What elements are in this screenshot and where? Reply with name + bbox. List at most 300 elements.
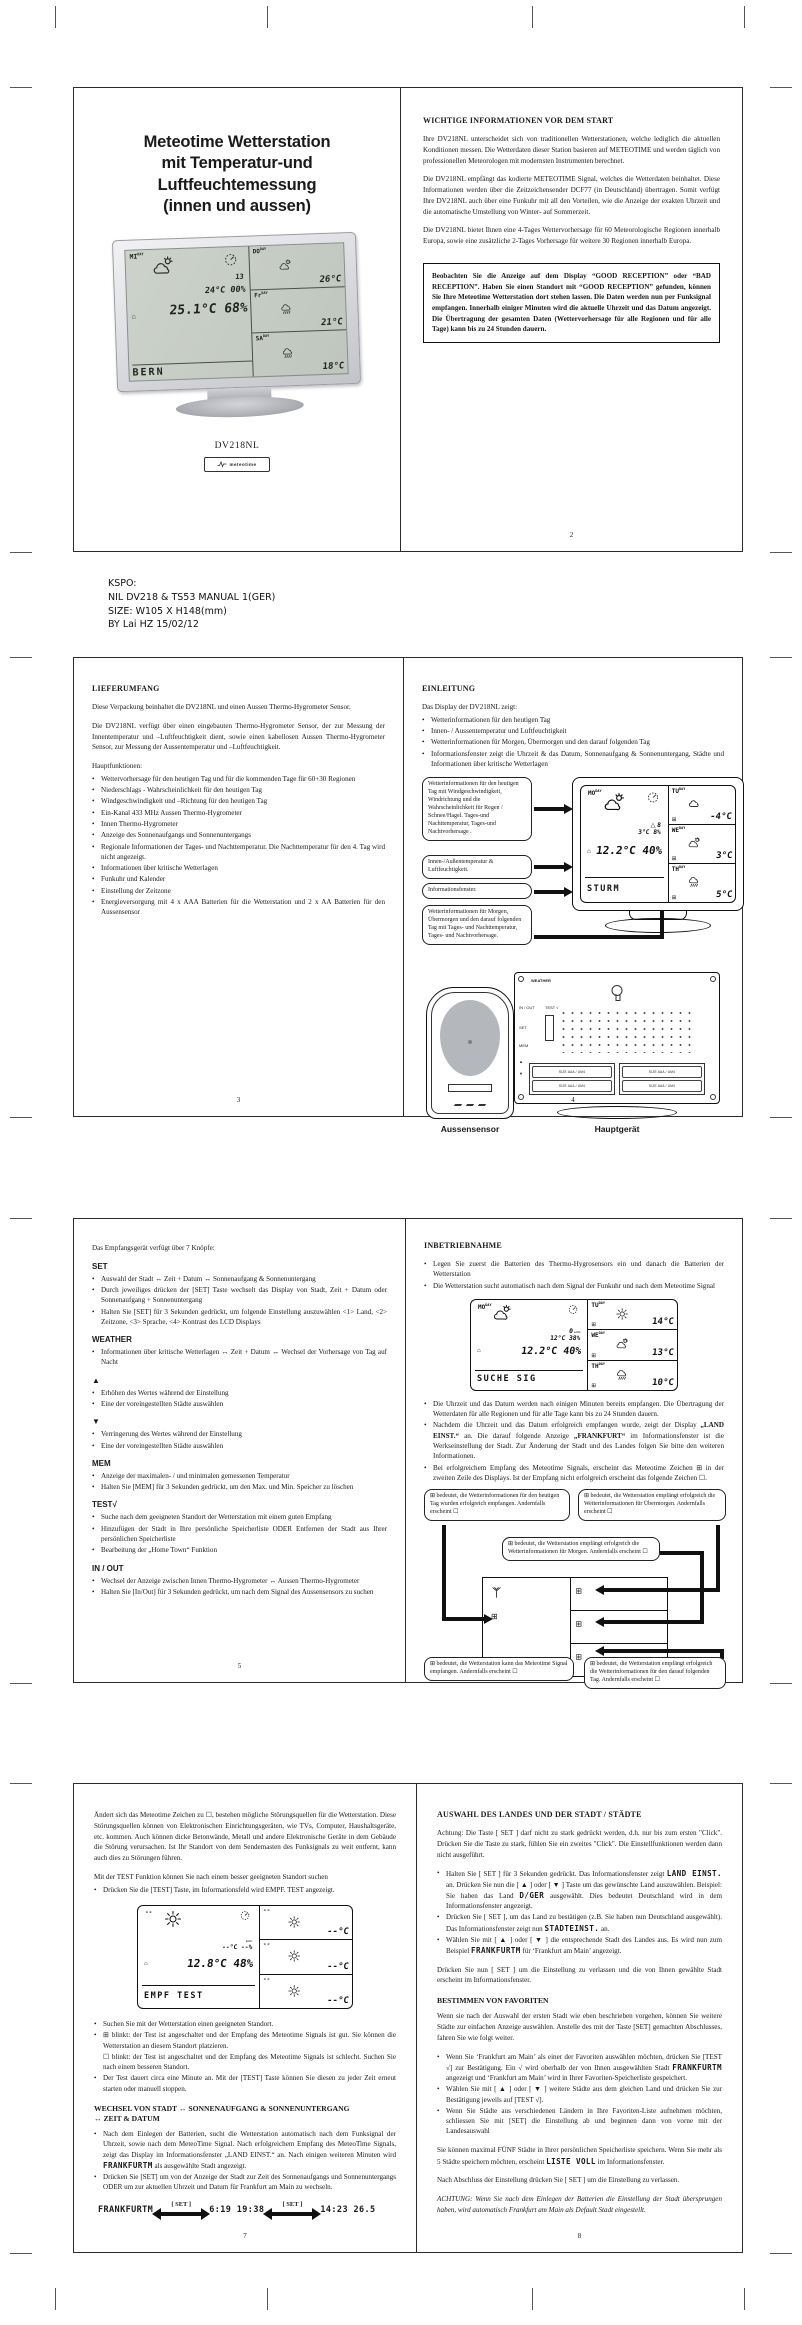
weather-button-label: WEATHER (531, 978, 551, 984)
text-segment: LAND EINST. (666, 1869, 723, 1879)
device-lcd (124, 242, 348, 382)
day-suffix: DAY (595, 789, 602, 794)
forecast-row (249, 243, 344, 290)
forecast-temp: --°C (326, 1995, 350, 2006)
crop-mark (10, 657, 32, 658)
paragraph: Die DV218NL empfängt das kodierte METEOTIME Signal, welches die Wetterdaten beinhaltet. Diese Informationen werden über die Zeitzeichensender DCF77 (in Deutschland) übertragen. Somit verfügt Ihre DV218NL auch über eine Funkuhr mit all den Vorteilen, wie die Anzeige der exakten Uhrzeit und die automatische Umstellung von Winter- auf Sommerzeit. (423, 175, 720, 216)
title-line: mit Temperatur-und (161, 154, 313, 173)
down-button-label: ▼ (519, 1071, 523, 1077)
rain-icon (279, 302, 295, 316)
crop-mark (267, 6, 268, 28)
lcd-day: -- (145, 1908, 153, 1916)
list-item: • Die Uhrzeit und das Datum werden nach einigen Minuten bereits empfangen. Die Übertragung der Wetterdaten für alle Regionen und für alle Tage kann bis zu 24 Stunden dauern. (424, 1399, 724, 1419)
rain-icon (686, 876, 702, 889)
paragraph: Die DV218NL verfügt über einen eingebauten Thermo-Hygrometer Sensor, der zur Messung der Innentemperatur und –Luftfeuchtigkeit dient, sowie einen kabellosen Aussen Thermo-Hygrometer Sensor, zur Messung der Aussentemperatur und –Luftfeuchtigkeit. (92, 721, 385, 752)
paragraph (437, 2145, 722, 2168)
wind-gauge-icon (565, 1303, 581, 1316)
forecast-day: SA (255, 335, 264, 343)
paragraph: Ändert sich das Meteotime Zeichen zu ☐, bestehen mögliche Störungsquellen für die Wetterstation. Diese Störungsquellen können von Elektronischen Einrichtungsgeräten, wie TVs, Computer, Haushaltsgeräte, etc. kommen. Auch können dicke Betonwände, Metall und andere Elektronische Geräte in dem Gebäude die Störung verursachen. Ist Ihr Standort von dem Sendemasten des Funksignals zu weit entfernt, kann auch dies zu Störungen führen. (94, 1811, 396, 1863)
page-1-cover (74, 88, 401, 551)
crop-mark (770, 552, 792, 553)
list-item: • Halten Sie [ SET ] für 3 Sekunden gedrückt. Das Informationsfenster zeigt LAND EINST. an. Drücken Sie nun die [ ▲ ] oder [ ▼ ] Taste um das gewünschte Land auszuwählen. Beispiel: Sie haben das Land D/GER ausgewählt. Dies bedeutet Deutschland wird in dem Informationsfenster angezeigt. (437, 1869, 723, 1911)
received-checkbox-icon: ⊞ (591, 1322, 597, 1329)
paragraph: Das Display der DV218NL zeigt: (422, 703, 518, 711)
test-label: TEST √ (545, 1005, 559, 1011)
info-window-text: STURM (585, 877, 664, 901)
forecast-temp: -4°C (709, 812, 733, 823)
paragraph: Die DV218NL bietet Ihnen eine 4-Tages Wettervorhersage für 60 Meteorologische Regionen innerhalb Europa, sowie eine zusätzliche 2-Tages Vorhersage für weitere 30 Regionen innerhalb Europa. (423, 226, 720, 246)
indoor-temp-humidity: 25.1°C 68% (168, 300, 249, 319)
list-item: • Auswahl der Stadt ↔ Zeit + Datum ↔ Sonnenaufgang & Sonnenuntergang (92, 1274, 316, 1283)
received-checkbox-icon: ⊞ (671, 817, 677, 824)
page-number: 7 (243, 2232, 247, 2240)
sun-icon (286, 1915, 302, 1928)
sheet-row-4 (73, 1783, 743, 2253)
list-item: • Der Test dauert circa eine Minute an. Mit der [TEST] Taste können Sie diesen zu jeder Zeit erneut starten oder manuell stoppen. (94, 2074, 396, 2093)
callout-arrow (534, 890, 566, 894)
sun-icon (614, 1307, 630, 1320)
sheet-row-2 (73, 657, 743, 1135)
text-segment: Drücken Sie [ SET ], um das Land zu bestätigen (z.B. Sie haben nun Deutschland ausgewählt). Das Informationsfenster zeigt nun (446, 1913, 722, 1933)
forecast-row (253, 330, 348, 376)
list-item: • Einstellung der Zeitzone (92, 886, 171, 895)
set-button-label: SET (519, 1025, 527, 1031)
cloud-icon (686, 798, 702, 811)
lcd-day: MO (588, 790, 596, 798)
battery-size-label: SIZE AAA / UM4 (558, 1084, 586, 1089)
list-item: • Drücken Sie [SET] um von der Anzeige der Stadt zur Zeit des Sonnenaufgangs und Sonnenuntergangs ODER um zur aktuellen Uhrzeit und Datum für Frankfurt am Main zu wechseln. (94, 2173, 396, 2192)
received-checkbox-icon: ⊞ (591, 1352, 597, 1359)
connector (442, 1525, 446, 1621)
forecast-row: -- --°C (260, 1940, 352, 1974)
sun-icon (286, 1984, 302, 1997)
crop-mark (770, 657, 792, 658)
received-checkbox-icon: ⊞ (591, 1382, 597, 1389)
list-item: • Wenn Sie Städte aus verschiedenen Ländern in Ihre Favoriten-Liste aufnehmen möchten, schliessen Sie mit [SET] die Einstellung ab und beginnen dann von vorne mit der Landesauswahl (437, 2106, 722, 2136)
received-checkbox-icon: ⊞ (671, 856, 677, 863)
list-item: • Halten Sie [SET] für 3 Sekunden gedrückt, um folgende Einstellung auszuwählen <1> Land, <2> Zeitzone, <3> Sprache, <4> Kontrast des LCD Displays (92, 1307, 387, 1326)
forecast-day: Fr (254, 291, 262, 299)
page3-heading: LIEFERUMFANG (92, 684, 160, 693)
crop-mark (10, 1117, 32, 1118)
page-number: 2 (569, 531, 574, 539)
list-item: • Wettervorhersage für den heutigen Tag und für die kommenden Tage für 60+30 Regionen (92, 774, 356, 783)
list-item: • Wenn Sie ‘Frankfurt am Main’ als einer der Favoriten auswählen möchten, drücken Sie [TEST √] zur Bestätigung. Ein √ wird oberhalb der von Ihnen ausgewählten Stadt FRANKFURTM angezeigt und ‘Frankfurt am Main’ wird in Ihrer Favoriten-Speicherliste gespeichert. (437, 2052, 722, 2083)
big-temp-value: 12.2°C 40% (594, 844, 663, 858)
list-item: • Windgeschwindigkeit und –Richtung für den heutigen Tag (92, 797, 268, 806)
text-segment: STADTEINST. (544, 1923, 600, 1933)
city-name-display: BERN (132, 360, 253, 378)
text-segment: Sie können maximal FÜNF Städte in Ihrer persönlichen Speicherliste speichern. Wenn Sie mehr als 5 Städte speichern möchten, erscheint (437, 2145, 722, 2166)
day-suffix: DAY (261, 290, 268, 295)
signal-callout-diagram (424, 1489, 724, 1689)
callout-arrow (534, 807, 566, 811)
crop-mark (267, 2288, 268, 2310)
buttons-intro: Das Empfangsgerät verfügt über 7 Knöpfe: (92, 1244, 215, 1252)
crop-mark (10, 1783, 32, 1784)
sheet-row-3 (73, 1218, 743, 1683)
page6-heading: INBETRIEBNAHME (424, 1241, 502, 1250)
text-segment: FRANKFURTM (672, 2062, 722, 2072)
device-frame (112, 232, 361, 392)
list-item: • Funkuhr und Kalender (92, 875, 166, 884)
text-segment: Wenn Sie ‘Frankfurt am Main’ als einer der Favoriten auswählen möchten, drücken Sie [TEST √] zur Bestätigung. Ein √ wird oberhalb der von Ihnen ausgewählten Stadt (446, 2052, 722, 2072)
page-6 (406, 1219, 742, 1682)
text-segment: Nach dem Einlegen der Batterien, sucht die Wetterstation automatisch nach dem Funksignal der Uhrzeit, sowie nach dem MeteoTime Signal. Nach erfolgreichem Empfang des MeteoTime Signals, zeigt das Display im Informationsfenster „LAND EINST.“ an. Nach einigen weiteren Minuten wird (103, 2129, 396, 2159)
list-item: • Energieversorgung mit 4 x AAA Batterien für die Wetterstation und 2 x AA Batterien für den Aussensensor (92, 898, 385, 917)
battery-size-label: SIZE AAA / UM4 (558, 1070, 586, 1075)
wind-gauge-icon (644, 790, 662, 805)
text-segment: Wählen Sie mit [ ▲ ] oder [ ▼ ] die entsprechende Stadt des Landes aus. Es wird nun zum Beispiel (446, 1936, 722, 1956)
crop-mark (10, 552, 32, 553)
wind-value: 8 (656, 821, 662, 829)
button-name-up: ▲ (92, 1375, 100, 1385)
proof-line: NIL DV218 & TS53 MANUAL 1(GER) (108, 591, 276, 603)
crop-mark (770, 1783, 792, 1784)
lcd-day-suffix: DAY (137, 251, 144, 257)
list-item: • Drücken Sie [ SET ], um das Land zu bestätigen (z.B. Sie haben nun Deutschland ausgewählt). Das Informationsfenster zeigt nun STADTEINST. an. (437, 1913, 722, 1933)
forecast-row (251, 287, 346, 334)
sensor-vents (455, 1104, 486, 1106)
text-segment: als ausgewählte Stadt angezeigt. (152, 2161, 247, 2170)
wind-value: 13 (234, 272, 244, 281)
text-segment: LISTE VOLL (546, 2156, 596, 2166)
forecast-temp: 10°C (651, 1377, 675, 1388)
meteotime-logo (204, 457, 270, 472)
crop-mark (744, 6, 745, 28)
paragraph: Drücken Sie nun [ SET ] um die Einstellung zu verlassen und die von Ihnen gewählte Stadt erscheint im Informationsfenster. (437, 1965, 722, 1985)
title-line: (innen und aussen) (163, 197, 311, 216)
forecast-temp: 26°C (319, 273, 342, 285)
day-suffix: DAY (259, 246, 267, 251)
crop-mark (10, 1218, 32, 1219)
list-item: • ⊞ blinkt: der Test ist angeschaltet und der Empfang des Meteotime Signals ist gut. Sie können die Wetterstation an diesem Standort platzieren. (94, 2031, 396, 2050)
crop-mark (532, 6, 533, 28)
wind-gauge-icon (237, 1909, 253, 1922)
crop-mark (770, 87, 792, 88)
favorites-heading: BESTIMMEN VON FAVORITEN (437, 1996, 549, 2006)
speaker-holes (559, 1009, 691, 1053)
day-checkbox: ⊞ (575, 1652, 583, 1662)
lcd-forecast-column (249, 243, 347, 376)
title-line: Meteotime Wetterstation (143, 133, 331, 151)
battery-compartment (619, 1063, 705, 1095)
callout-following-day: ⊞ bedeutet, die Wetterstation empfängt erfolgreich die Wetterinformationen für den darauf folgenden Tag. Andernfalls erscheint ☐ (584, 1657, 726, 1689)
indoor-icon: ⌂ (144, 1960, 148, 1967)
list-item: • Ein-Kanal 433 MHz Aussen Thermo-Hygrometer (92, 808, 242, 817)
battery-size-label: SIZE AAA / UM4 (648, 1070, 676, 1075)
lcd-sunrise-sunset: 6:19 19:38 (209, 2205, 265, 2216)
paragraph: Ihre DV218NL unterscheidet sich von traditionellen Wetterstationen, welche lediglich die aktuellen Konditionen messen. Die Wetterdaten dieser Station basieren auf METEOTIME und werden täglich von professionellen Meteorologen mit modernsten Instrumenten berechnet. (423, 135, 720, 165)
text-segment: im Informationsfenster. (595, 2157, 665, 2166)
page-number: 8 (577, 2232, 582, 2240)
page-8 (417, 1784, 742, 2252)
stand-base (605, 918, 711, 933)
paragraph: Achtung: Die Taste [ SET ] darf nicht zu stark gedrückt werden, d.h. nur bis zum ersten "Click". Drücken Sie die Taste zu stark, fühlen Sie ein zweites "Click". Die Einstellfunktionen werden dann nicht ausgeführt. (437, 1829, 722, 1859)
list-item: • Bei erfolgreichem Empfang des Meteotime Signals, erscheint das Meteotime Zeichen ⊞ in der zweiten Zeile des Displays. Ist der Empfang nicht erfolgreich erscheint das folgende Zeichen ☐. (424, 1463, 724, 1482)
test-slider (545, 1015, 554, 1041)
forecast-row: $WE^{DAY}$ ⊞ 13°C (588, 1330, 677, 1360)
forecast-temp: --°C (326, 1927, 350, 1938)
lcd-day-label: MI (129, 252, 138, 261)
today-temp-humidity: 24°C 00% (204, 284, 247, 296)
kmh-unit: kmh (574, 1329, 581, 1334)
text-segment: Halten Sie [ SET ] für 3 Sekunden gedrückt. Das Informationsfenster zeigt (446, 1870, 667, 1879)
forecast-temp: 14°C (651, 1317, 675, 1328)
text-segment: an. (599, 1924, 610, 1933)
proof-line: BY Lai HZ 15/02/12 (108, 619, 199, 631)
list-item: ☐ blinkt: der Test ist angeschaltet und der Empfang des Meteotime Signals ist schlecht. Suchen Sie nach einem besseren Standort. (103, 2052, 396, 2072)
list-item: • Eine der voreingestellten Städte auswählen (92, 1441, 224, 1450)
page4-heading: EINLEITUNG (422, 684, 476, 693)
small-temp-value: 12°C 38% (549, 1334, 581, 1342)
list-item: • Legen Sie zuerst die Batterien des Thermo-Hygrosensors ein und danach die Batterien der Wetterstation (424, 1260, 724, 1279)
page-5 (74, 1219, 406, 1682)
cloud-sun-icon (277, 259, 293, 273)
sheet-row-1 (73, 87, 743, 552)
battery-compartment (529, 1063, 615, 1095)
list-item: • Anzeige der maximalen- / und minimalen gemessenen Temperatur (92, 1471, 290, 1480)
lcd-time-date: 14:23 26.5 (320, 2205, 376, 2216)
text-segment: FRANKFURTM (471, 1946, 521, 1956)
button-name-set: SET (92, 1261, 108, 1271)
set-key-label: [ SET ] (282, 2200, 303, 2208)
list-item: • Halten Sie [MEM] für 3 Sekunden gedrückt, um den Max. und Min. Speicher zu löschen (92, 1483, 354, 1492)
sun-icon (286, 1950, 302, 1963)
forecast-temp: 18°C (322, 361, 345, 372)
small-temp-value: --°C --% (221, 1944, 253, 1952)
info-window-text: EMPF TEST (142, 1985, 255, 2006)
pulse-icon (217, 460, 227, 468)
lcd-day: MO (478, 1303, 486, 1311)
hanging-hole (612, 985, 623, 996)
lcd-diagram-suche-sig: $MO^{DAY}$ 0 kmh 12°C 38% ⌂ 12.2°C 40% SUCHE SIG $TU^{DAY}$ ⊞ 14°C $WE^{DAY}$ ⊞ 13°C $TH^{DAY}$ ⊞ 10°C (470, 1299, 678, 1391)
crop-mark (770, 1683, 792, 1684)
text-segment: an. Die darauf folgende Anzeige (459, 1431, 574, 1440)
callout-day-after-tomorrow: ⊞ bedeutet, die Wetterstation empfängt erfolgreich die Wetterinformationen für Übermorgen. Andernfalls erscheint ☐ (578, 1489, 726, 1521)
info-window-text: SUCHE SIG (475, 1370, 583, 1388)
indoor-icon: ⌂ (477, 1347, 481, 1354)
forecast-temp: 13°C (651, 1347, 675, 1358)
list-item: • Informationen über kritische Wetterlagen (92, 864, 218, 873)
list-item: • Suchen Sie mit der Wetterstation einen geeigneten Standort. (94, 2019, 274, 2028)
warning-paragraph: ACHTUNG: Wenn Sie nach dem Einlegen der Batterien die Einstellung der Stadt übersprungen haben, wird automatisch Frankfurt am Main als Default Stadt eingestellt. (437, 2195, 722, 2214)
text-segment: FRANKFURTM (103, 2160, 153, 2170)
double-arrow (271, 2200, 313, 2216)
lcd-diagram-empf-test (137, 1905, 353, 2009)
forecast-row: -- --°C (260, 1906, 352, 1940)
list-item: • Erhöhen des Wertes während der Einstellung (92, 1388, 229, 1397)
kmh-unit: kmh (245, 1939, 252, 1944)
list-item: • Informationsfenster zeigt die Uhrzeit & das Datum, Sonnenaufgang & Sonnenuntergang, Städte und Informationen über kritische Wetterlagen (422, 749, 724, 768)
forecast-day: DO (252, 247, 261, 256)
paragraph: Mit der TEST Funktion können Sie nach einem besser geeigneten Standort suchen (94, 1872, 328, 1881)
list-item: • Durch jeweiliges drücken der [SET] Taste wechselt das Display von Stadt, Zeit + Datum oder Sonnenaufgang + Sonnenuntergang (92, 1286, 387, 1305)
page-number: 3 (236, 1096, 241, 1104)
text-segment: an. Drücken Sie nun die [ ▲ ] oder [ ▼ ] Taste um das gewünschte Land auszuwählen. Beispiel: Sie haben das Land (446, 1880, 722, 1900)
callout-today-weather: Wetterinformationen für den heutigen Tag mit Windgeschwindigkeit, Windrichtung und die Wahrscheinlichkeit für Regen / Schnee/Hagel. Tages-und Nachttemperatur, Tages-und Nachtvorhersage . (422, 777, 532, 840)
text-segment: ausgewählt. Dies bedeutet Deutschland wird in dem Informationsfenster angezeigt. (446, 1891, 722, 1911)
station-front-diagram (572, 777, 744, 933)
text-segment: „LAND EINST.“ (433, 1421, 724, 1440)
warning-triangle-icon: △ (650, 821, 656, 829)
callout-arrow (534, 935, 664, 939)
text-segment: im Informationsfenster ist die Werkseinstellung der Stadt. Zur Änderung der Stadt und des Landes folgen Sie bitte den weiteren Informationen. (433, 1431, 724, 1461)
text-segment: Nachdem die Uhrzeit und das Datum erfolgreich empfangen wurde, zeigt der Display (433, 1421, 701, 1430)
forecast-row: $TH^{DAY}$ ⊞ 5°C (671, 865, 733, 902)
cloud-sun-icon (489, 1304, 515, 1323)
lcd-left-panel (125, 246, 254, 380)
wind-gauge-icon (221, 251, 242, 269)
forecast-temp: 3°C (715, 851, 733, 862)
main-unit-back-diagram (514, 972, 720, 1134)
connector (660, 1551, 704, 1555)
callout-arrow (534, 865, 566, 869)
crop-mark (55, 2288, 56, 2310)
cloud-sun-icon (686, 837, 702, 850)
list-item: • Informationen über kritische Wetterlagen ↔ Zeit + Datum ↔ Wechsel der Vorhersage von Tag auf Nacht (92, 1348, 387, 1367)
proof-line: SIZE: W105 X H148(mm) (108, 605, 227, 617)
list-item: • Wetterinformationen für den heutigen Tag (422, 715, 551, 724)
paragraph: Nach Abschluss der Einstellung drücken Sie [ SET ] um die Einstellung zu verlassen. (437, 2176, 680, 2185)
crop-mark (10, 87, 32, 88)
list-item: • Hinzufügen der Stadt in Ihre persönliche Speicherliste ODER Entfernen der Stadt aus Ihrer persönlichen Speicherliste (92, 1524, 387, 1543)
forecast-temp: 21°C (320, 317, 344, 329)
list-item: • Verringerung des Wertes während der Einstellung (92, 1430, 242, 1439)
list-item: • Regionale Informationen der Tages- und Nachttemperatur. Die Nachttemperatur für den 4. Tag wird nicht angezeigt. (92, 842, 385, 861)
mem-button-label: MEM (519, 1043, 529, 1049)
list-item: • Suche nach dem geeigneten Standort der Wetterstation mit einem guten Empfang (92, 1513, 332, 1522)
page-number: 5 (237, 1662, 242, 1670)
cloud-sun-icon (599, 792, 629, 814)
list-item: • Innen- / Aussentemperatur und Luftfeuchtigkeit (422, 727, 567, 736)
list-item: • Nach dem Einlegen der Batterien, sucht die Wetterstation automatisch nach dem Funksignal der Uhrzeit, sowie nach dem MeteoTime Signal. Nach erfolgreichem Empfang des MeteoTime Signals, zeigt das Display im Informationsfenster „LAND EINST.“ an. Nach einigen weiteren Minuten wird FRANKFURTM als ausgewählte Stadt angezeigt. (94, 2129, 396, 2170)
forecast-row: -- --°C (262, 1975, 350, 2006)
callout-temperature: Innen-/Außentemperatur & Luftfeuchtigkeit. (422, 855, 532, 879)
crop-mark (770, 2253, 792, 2254)
crop-mark (744, 2288, 745, 2310)
double-arrow (160, 2200, 202, 2216)
connector (442, 1617, 486, 1621)
small-temp-value: 3°C 8% (637, 828, 662, 836)
list-item: • Eine der voreingestellten Städte auswählen (92, 1400, 224, 1409)
page-3 (74, 658, 404, 1116)
wind-value: 0 (568, 1327, 574, 1335)
connector (716, 1525, 720, 1591)
connector (700, 1551, 704, 1623)
day-checkbox: ⊞ (575, 1619, 583, 1629)
list-item: • Wetterinformationen für Morgen, Übermorgen und den darauf folgenden Tag (422, 738, 650, 747)
list-item: • Halten Sie [In/Out] für 3 Sekunden gedrückt, um nach dem Signal des Aussensensors zu suchen (92, 1587, 374, 1596)
page-4 (404, 658, 742, 1135)
rain-icon (280, 346, 296, 360)
forecast-temp: 5°C (715, 890, 733, 901)
set-key-label: [ SET ] (171, 2200, 192, 2208)
indoor-icon: ⌂ (131, 312, 136, 321)
proof-line: KSPO: (108, 578, 137, 589)
display-callout-diagram (422, 777, 733, 962)
callout-signal-received: ⊞ bedeutet, die Wetterstation kann das Meteotime Signal empfangen. Andernfalls erscheint ☐ (424, 1657, 574, 1681)
indoor-icon: ⌂ (587, 848, 591, 856)
crop-mark (532, 2288, 533, 2310)
rain-icon (614, 1368, 630, 1381)
sensor-caption: Aussensensor (440, 1124, 500, 1135)
forecast-row: $TH^{DAY}$ ⊞ 10°C (591, 1361, 675, 1389)
day-checkbox: ⊞ (575, 1586, 583, 1596)
crop-mark (10, 1683, 32, 1684)
section-heading: ↔ ZEIT & DATUM (94, 2113, 160, 2123)
list-item: • Wählen Sie mit [ ▲ ] oder [ ▼ ] weitere Städte aus dem gleichen Land und drücken Sie zur Bestätigung jeweils auf [TEST √]. (437, 2085, 722, 2104)
sun-icon (162, 1910, 184, 1928)
product-title (74, 132, 400, 218)
crop-mark (10, 2253, 32, 2254)
reception-note-box: Beobachten Sie die Anzeige auf dem Display “GOOD RECEPTION” oder “BAD RECEPTION”. Haben Sie einen Standort mit “GOOD RECEPTION” gefunden, können Sie Ihre Meteotime Wetterstation dort stehen lassen. Die Daten werden nun per Funksignal empfangen. Innerhalb einiger Minuten wird die aktuelle Uhrzeit und das Datum angezeigt. Die Übertragung der gesamten Daten (Wettervorhersage für alle Regionen und für alle Tage) kann bis zu 24 Stunden dauern. (423, 263, 720, 343)
hardware-diagrams (422, 972, 724, 1134)
button-name-inout: IN / OUT (92, 1563, 124, 1573)
button-name-test: TEST√ (92, 1500, 117, 1510)
model-number: DV218NL (214, 440, 260, 451)
callout-tomorrow: ⊞ bedeutet, die Wetterstation empfängt erfolgreich die Wetterinformationen für Morgen. Andernfalls erscheint ☐ (502, 1537, 660, 1561)
list-item: • Innen Thermo-Hygrometer (92, 820, 178, 829)
button-name-weather: WEATHER (92, 1335, 132, 1345)
big-temp-value: 12.8°C 48% (185, 1956, 254, 1970)
device-stand-base (175, 394, 304, 418)
weather-station-photo (112, 232, 362, 421)
forecast-row: $WE^{DAY}$ ⊞ 3°C (669, 825, 735, 864)
outdoor-sensor-diagram (426, 987, 514, 1134)
list-item: • Wählen Sie mit [ ▲ ] oder [ ▼ ] die entsprechende Stadt des Landes aus. Es wird nun zum Beispiel FRANKFURTM für ‘Frankfurt am Main’ angezeigt. (437, 1936, 722, 1956)
list-item: • Niederschlags - Wahrscheinlichkeit für den heutigen Tag (92, 786, 262, 795)
meteotime-signal-checkbox: ⊞ (491, 1612, 498, 1622)
page-2 (401, 88, 742, 551)
list-item: • Drücken Sie die [TEST] Taste, im Informationsfeld wird EMPF. TEST angezeigt. (94, 1885, 335, 1894)
page2-heading: WICHTIGE INFORMATIONEN VOR DEM START (423, 116, 614, 125)
list-item: • Wechsel der Anzeige zwischen Innen Thermo-Hygrometer ↔ Aussen Thermo-Hygrometer (92, 1576, 360, 1585)
callout-today-received: ⊞ bedeutet, die Wetterinformationen für den heutigen Tag wurden erfolgreich empfangen. Andernfalls erscheint ☐ (424, 1489, 570, 1521)
forecast-row: $TU^{DAY}$ ⊞ 14°C (588, 1300, 677, 1330)
crop-mark (55, 6, 56, 28)
text-segment: „FRANKFURT“ (573, 1431, 626, 1440)
page8-heading: AUSWAHL DES LANDES UND DER STADT / STÄDTE (437, 1810, 642, 1819)
big-temp-value: 12.2°C 40% (520, 1345, 583, 1357)
text-segment: für ‘Frankfurt am Main’ angezeigt. (520, 1947, 622, 1956)
list-item: • Die Wetterstation sucht automatisch nach dem Signal der Funkuhr und nach dem Meteotime Signal (424, 1281, 716, 1290)
title-line: Luftfeuchtemessung (157, 175, 317, 194)
paragraph: Diese Verpackung beinhaltet die DV218NL und einen Aussen Thermo-Hygrometer Sensor. (92, 703, 351, 711)
crop-mark (770, 1218, 792, 1219)
cloud-sun-icon (614, 1338, 630, 1351)
crop-mark (770, 1117, 792, 1118)
paragraph: Wenn sie nach der Auswahl der ersten Stadt wie eben beschrieben vorgehen, können Sie weitere Städte zur einfachen Anzeige auswählen. Anstelle des mit der Taste [SET] gemachten Abschlusses, fahren Sie wie folgt weiter. (437, 2012, 722, 2042)
antenna-icon (490, 1586, 503, 1599)
sensor-logo-label (448, 1084, 492, 1092)
text-segment: D/GER (519, 1890, 545, 1900)
forecast-row: $TU^{DAY}$ ⊞ -4°C (669, 786, 735, 825)
print-proof-annotation (108, 577, 275, 632)
callout-info-window: Informationsfenster. (422, 883, 532, 899)
list-item: • Nachdem die Uhrzeit und das Datum erfolgreich empfangen wurde, zeigt der Display „LAND EINST.“ an. Die darauf folgende Anzeige „FRANKFURT“ im Informationsfenster ist die Werkseinstellung der Stadt. Zur Änderung der Stadt und des Landes folgen Sie bitte den weiteren Informationen. (424, 1421, 724, 1461)
button-name-down: ▼ (92, 1417, 100, 1427)
stand-base (557, 1106, 677, 1119)
section-heading: WECHSEL VON STADT ↔ SONNENAUFGANG & SONNENUNTERGANG (94, 2103, 350, 2113)
logo-text: meteotime (229, 461, 257, 467)
list-item: • Anzeige des Sonnenaufgangs und Sonnenuntergangs (92, 831, 251, 840)
received-checkbox-icon: ⊞ (671, 895, 677, 902)
forecast-temp: --°C (326, 1961, 350, 1972)
page-7 (74, 1784, 417, 2252)
callout-forecast: Wetterinformationen für Morgen, Übermorgen und den darauf folgenden Tag mit Tages- und Nachttemperatur, Tages- und Nachtvorhersage. (422, 905, 532, 945)
day-suffix: DAY (262, 333, 270, 339)
